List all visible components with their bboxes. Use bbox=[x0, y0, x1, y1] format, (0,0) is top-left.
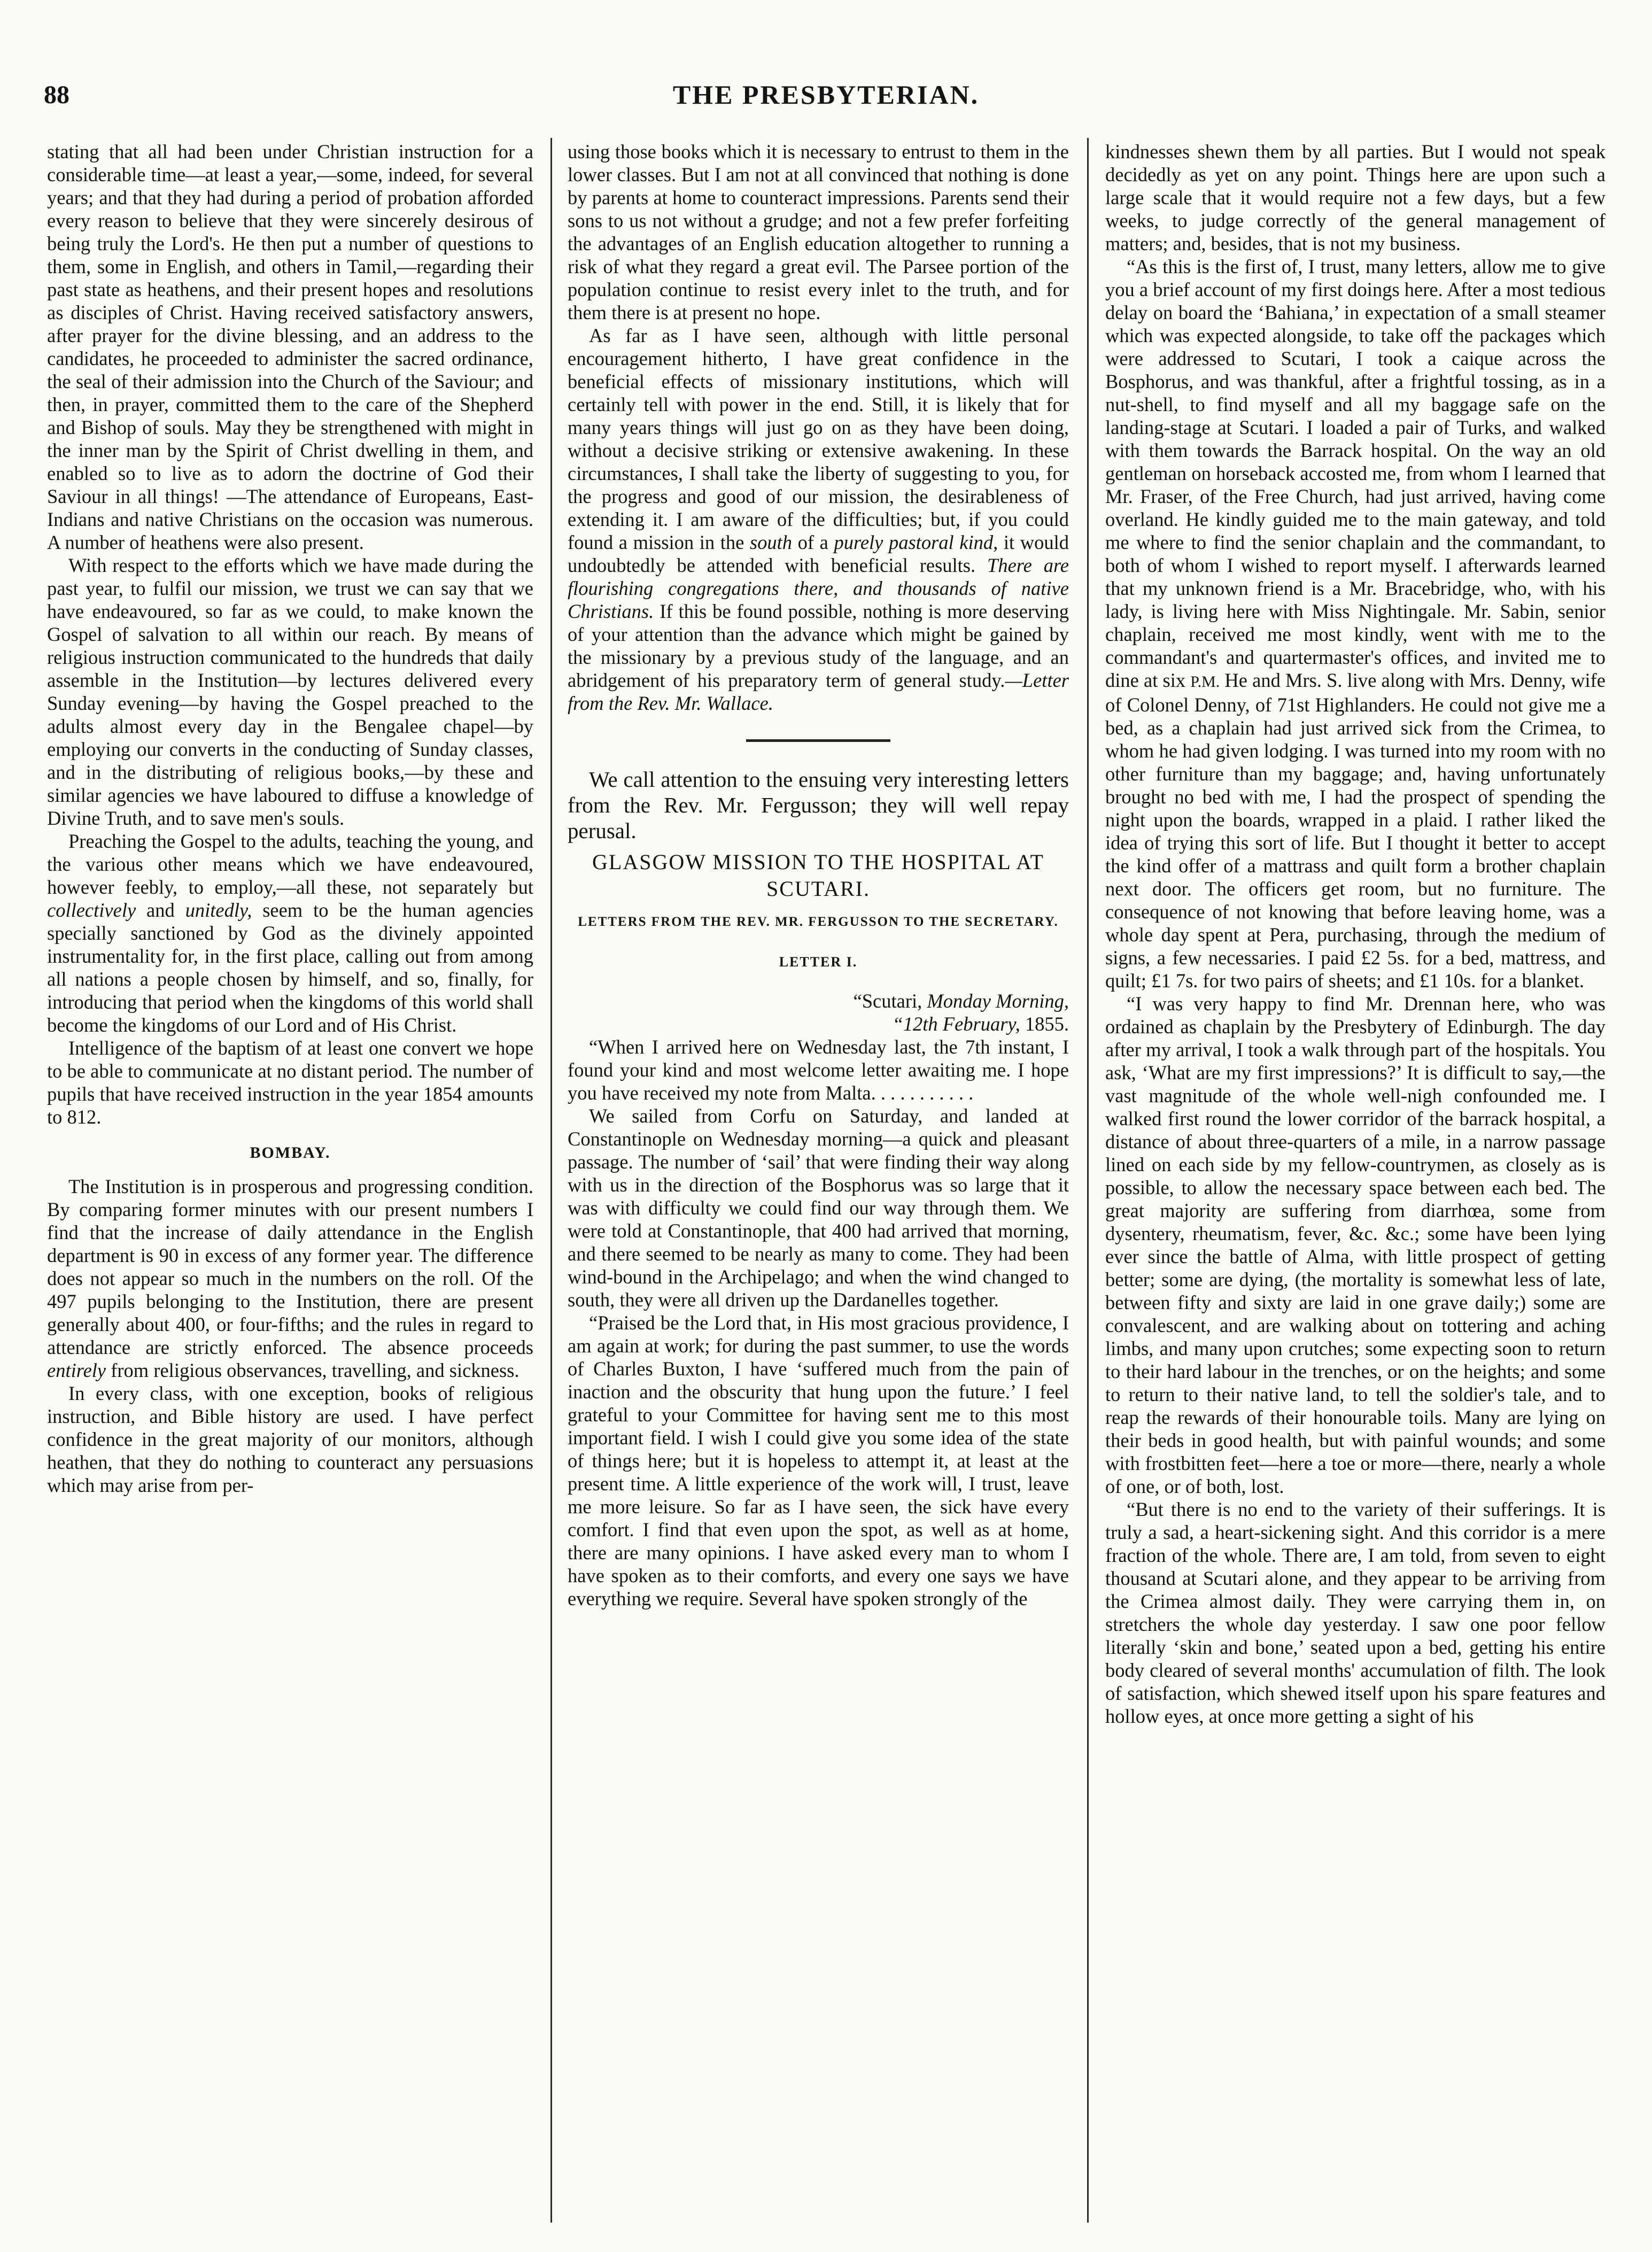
dateline-day: Monday Morning, bbox=[927, 990, 1069, 1012]
paragraph: “But there is no end to the variety of their sufferings. It is truly a sad, a heart-sickening sight. And this corridor is a mere fraction of the whole. There are, I am told, from seven to eight thousand at Scutari alone, and they appear to be arriving from the Crimea almost daily. They were carrying them in, on stretchers the whole day yesterday. I saw one poor fellow literally ‘skin and bone,’ seated upon a bed, getting his entire body cleared of several months' accumulation of filth. The look of satisfaction, which shewed itself upon his spare features and hollow eyes, at once more getting a sight of his bbox=[1105, 1498, 1606, 1727]
paragraph: “I was very happy to find Mr. Drennan here, who was ordained as chaplain by the Presbytery of Edinburgh. The day after my arrival, I took a walk through part of the hospitals. You ask, ‘What are my first impressions?’ It is difficult to say,—the vast magnitude of the whole well-nigh confounded me. I walked first round the lower corridor of the barrack hospital, a distance of about three-quarters of a mile, in a narrow passage lined on each side by my fellow-countrymen, as closely as is possible, to allow the necessary space between each bed. The great majority are suffering from diarrhœa, some from dysentery, rheumatism, fever, &c. &c.; some have been lying ever since the battle of Alma, with little prospect of getting better; some are dying, (the mortality is somewhat less of late, between fifty and sixty are laid in one grave daily;) some are convalescent, and are walking about on tottering and aching limbs, and many upon crutches; some expecting soon to return to their hard labour in the trenches, or on the heights; and some to return to their native land, to tell the soldier's tale, and to reap the rewards of their honourable toils. Many are lying on their beds in good health, but with painful wounds; and some with frostbitten feet—here a toe or more—there, nearly a whole of one, or of both, lost. bbox=[1105, 993, 1606, 1497]
paragraph: We sailed from Corfu on Saturday, and landed at Constantinople on Wednesday morning—a quick and pleasant passage. The number of ‘sail’ that were finding their way along with us in the direction of the Bosphorus was so large that it was with difficulty we could find our way through them. We were told at Constantinople, that 400 had arrived that morning, and there seemed to be nearly as many to come. They had been wind-bound in the Archipelago; and when the wind changed to south, they were all driven up the Dardanelles together. bbox=[568, 1105, 1069, 1311]
dateline-place: “Scutari, bbox=[853, 990, 922, 1012]
text-run: of a bbox=[792, 531, 834, 553]
dateline-date: “12th February, bbox=[892, 1013, 1020, 1035]
letter-signature: —Letter from the Rev. Mr. Wallace. bbox=[568, 669, 1069, 714]
letter-dateline bbox=[568, 989, 1069, 1035]
article-subtitle: LETTERS FROM THE REV. MR. FERGUSSON TO THE SECRETARY. bbox=[578, 915, 1059, 929]
paragraph: With respect to the efforts which we have made during the past year, to fulfil our mission, we trust we can say that we have endeavoured, so far as we could, to make known the Gospel of salvation to all within our reach. By means of religious instruction communicated to the hundreds that daily assemble in the Institution—by lectures delivered every Sunday evening—by having the Gospel preached to the adults almost every day in the Bengalee chapel—by employing our converts in the conducting of Sunday classes, and in the distributing of religious books,—by these and similar agencies we have laboured to diffuse a knowledge of Divine Truth, and to save men's souls. bbox=[47, 554, 533, 829]
emphasis: entirely bbox=[47, 1359, 106, 1381]
emphasis: unitedly, bbox=[185, 899, 252, 921]
paragraph: “When I arrived here on Wednesday last, the 7th instant, I found your kind and most welcome letter awaiting me. I hope you have received my note from Malta. . . . . . . . . . . bbox=[568, 1036, 1069, 1104]
paragraph bbox=[568, 324, 1069, 715]
text-run: The Institution is in prosperous and progressing condition. By comparing former minutes with our present numbers I find that the increase of daily attendance in the English department is 90 in excess of any former year. The difference does not appear so much in the numbers on the roll. Of the 497 pupils belonging to the Institution, there are present generally about 400, or four-fifths; and the rules in regard to attendance are strictly enforced. The absence proceeds bbox=[47, 1175, 533, 1358]
running-head: THE PRESBYTERIAN. bbox=[672, 80, 980, 110]
time-abbrev: P.M. bbox=[1190, 673, 1220, 691]
paragraph bbox=[47, 830, 533, 1036]
column-3 bbox=[1105, 140, 1606, 2219]
paragraph: using those books which it is necessary to entrust to them in the lower classes. But I am not at all convinced that nothing is done by parents at home to counteract impressions. Parents send their sons to us not without a grudge; and not a few prefer forfeiting the advantages of an English education altogether to running a risk of what they regard a great evil. The Parsee portion of the population continue to resist every inlet to the truth, and for them there is at present no hope. bbox=[568, 141, 1069, 323]
emphasis: south bbox=[749, 531, 793, 553]
text-run: seem to be the human agencies specially sanctioned by God as the divinely appointed instrumentality for, in the first place, calling out from among all nations a people chosen by himself, and so, finally, for introducing that period when the kingdoms of this world shall become the kingdoms of our Lord and of His Christ. bbox=[47, 899, 533, 1036]
page-number: 88 bbox=[44, 81, 69, 109]
section-heading-bombay: BOMBAY. bbox=[250, 1144, 331, 1162]
editorial-notice: We call attention to the ensuing very interesting letters from the Rev. Mr. Fergusson; they will well repay perusal. bbox=[568, 767, 1069, 843]
letter-number: LETTER I. bbox=[779, 954, 858, 970]
paragraph: In every class, with one exception, books of religious instruction, and Bible history are used. I have perfect confidence in the great majority of our monitors, although heathen, that they do nothing to counteract any persuasions which may arise from per- bbox=[47, 1382, 533, 1496]
column-rule-left bbox=[550, 138, 552, 2223]
text-run: “As this is the first of, I trust, many letters, allow me to give you a brief account of my first doings here. After a most tedious delay on board the ‘Bahiana,’ in expectation of a small steamer which was expected alongside, to take off the packages which were addressed to Scutari, I took a caique across the Bosphorus, and was thankful, after a frightful tossing, as in a nut-shell, to find myself and all my baggage safe on the landing-stage at Scutari. I loaded a pair of Turks, and walked with them towards the Barrack hospital. On the way an old gentleman on horseback accosted me, from whom I learned that Mr. Fraser, of the Free Church, had just arrived, having come overland. He kindly guided me to the main gateway, and told me where to find the senior chaplain and the commandant, to both of whom I wished to report myself. I afterwards learned that my unknown friend is a Mr. Bracebridge, who, with his lady, is living here with Miss Nightingale. Mr. Sabin, senior chaplain, received me most kindly, went with me to the commandant's and quartermaster's offices, and invited me to dine at six bbox=[1105, 256, 1606, 691]
paragraph: stating that all had been under Christian instruction for a considerable time—at least a year,—some, indeed, for several years; and that they had during a period of probation afforded every reason to believe that they were sincerely desirous of being truly the Lord's. He then put a number of questions to them, some in English, and others in Tamil,—regarding their past state as heathens, and their present hopes and resolutions as disciples of Christ. Having received satisfactory answers, after prayer for the divine blessing, and an address to the candidates, he proceeded to administer the sacred ordinance, the seal of their admission into the Church of the Saviour; and then, in prayer, committed them to the care of the Shepherd and Bishop of souls. May they be strengthened with might in the inner man by the Spirit of Christ dwelling in them, and enabled so to live as to adorn the doctrine of God their Saviour in all things! —The attendance of Europeans, East-Indians and native Christians on the occasion was numerous. A number of heathens were also present. bbox=[47, 141, 533, 553]
paragraph: Intelligence of the baptism of at least one convert we hope to be able to communicate at no distant period. The number of pupils that have received instruction in the year 1854 amounts to 812. bbox=[47, 1037, 533, 1128]
column-rule-right bbox=[1087, 138, 1089, 2223]
text-run: and bbox=[136, 899, 185, 921]
section-divider bbox=[746, 739, 890, 742]
column-2 bbox=[568, 140, 1069, 2219]
dateline-row-1 bbox=[568, 989, 1069, 1012]
text-run: If this be found possible, nothing is more deserving of your attention than the advance which might be gained by the missionary by a previous study of the language, and an abridgement of his preparatory term of general study. bbox=[568, 600, 1069, 691]
text-run: As far as I have seen, although with little personal encouragement hitherto, I have great confidence in the beneficial effects of missionary institutions, which will certainly tell with power in the end. Still, it is likely that for many years things will just go on as they have been doing, without a decisive striking or extensive awakening. In these circumstances, I shall take the liberty of suggesting to you, for the progress and good of our mission, the desirableness of extending it. I am aware of the difficulties; but, if you could found a mission in the bbox=[568, 324, 1069, 553]
text-run: He and Mrs. S. live along with Mrs. Denny, wife of Colonel Denny, of 71st Highlanders. He could not give me a bed, as a chaplain had just arrived sick from the Crimea, to whom he had given lodging. I was turned into my room with no other furniture than my baggage; and, having unfortunately brought no bed with me, I had the prospect of spending the night upon the boards, wrapped in a plaid. I rather liked the idea of trying this sort of life. But I thought it better to accept the kind offer of a mattrass and quilt form a brother chaplain next door. The officers get room, but no furniture. The consequence of not knowing that before leaving home, was a whole day spent at Pera, purchasing, through the medium of signs, a few necessaries. I paid £2 5s. for a bed, mattress, and quilt; £1 7s. for two pairs of sheets; and £1 10s. for a blanket. bbox=[1105, 669, 1606, 992]
column-1 bbox=[47, 140, 533, 2219]
paragraph: kindnesses shewn them by all parties. But I would not speak decidedly as yet on any point. Things here are upon such a large scale that it would require not a few days, but a few weeks, to judge correctly of the general management of matters; and, besides, that is not my business. bbox=[1105, 141, 1606, 254]
emphasis: purely pastoral kind, bbox=[834, 531, 998, 553]
paragraph bbox=[1105, 255, 1606, 992]
dateline-row-2 bbox=[568, 1012, 1069, 1035]
article-title: GLASGOW MISSION TO THE HOSPITAL AT SCUTARI. bbox=[592, 850, 1044, 901]
paragraph: “Praised be the Lord that, in His most gracious providence, I am again at work; for during the past summer, to use the words of Charles Buxton, I have ‘suffered much from the pain of inaction and the obscurity that hung upon the future.’ I feel grateful to your Committee for having sent me to this most important field. I wish I could give you some idea of the state of things here; but it is hopeless to attempt it, at least at the present time. A little experience of the work will, I trust, leave me more leisure. So far as I have seen, the sick have every comfort. I find that even upon the spot, as well as at home, there are many opinions. I have asked every man to whom I have spoken as to their comforts, and every one says we have everything we require. Several have spoken strongly of the bbox=[568, 1312, 1069, 1609]
dateline-year: 1855. bbox=[1025, 1013, 1069, 1035]
text-run: Preaching the Gospel to the adults, teaching the young, and the various other means which we have endeavoured, however feebly, to employ,—all these, not separately but bbox=[47, 830, 533, 898]
paragraph bbox=[47, 1175, 533, 1382]
emphasis: collectively bbox=[47, 899, 136, 921]
text-run: from religious observances, travelling, and sickness. bbox=[106, 1359, 519, 1381]
emphasis: There are flourishing congregations there, and thousands of native Christians. bbox=[568, 554, 1069, 622]
text-run: it would undoubtedly be attended with beneficial results. bbox=[568, 531, 1069, 576]
